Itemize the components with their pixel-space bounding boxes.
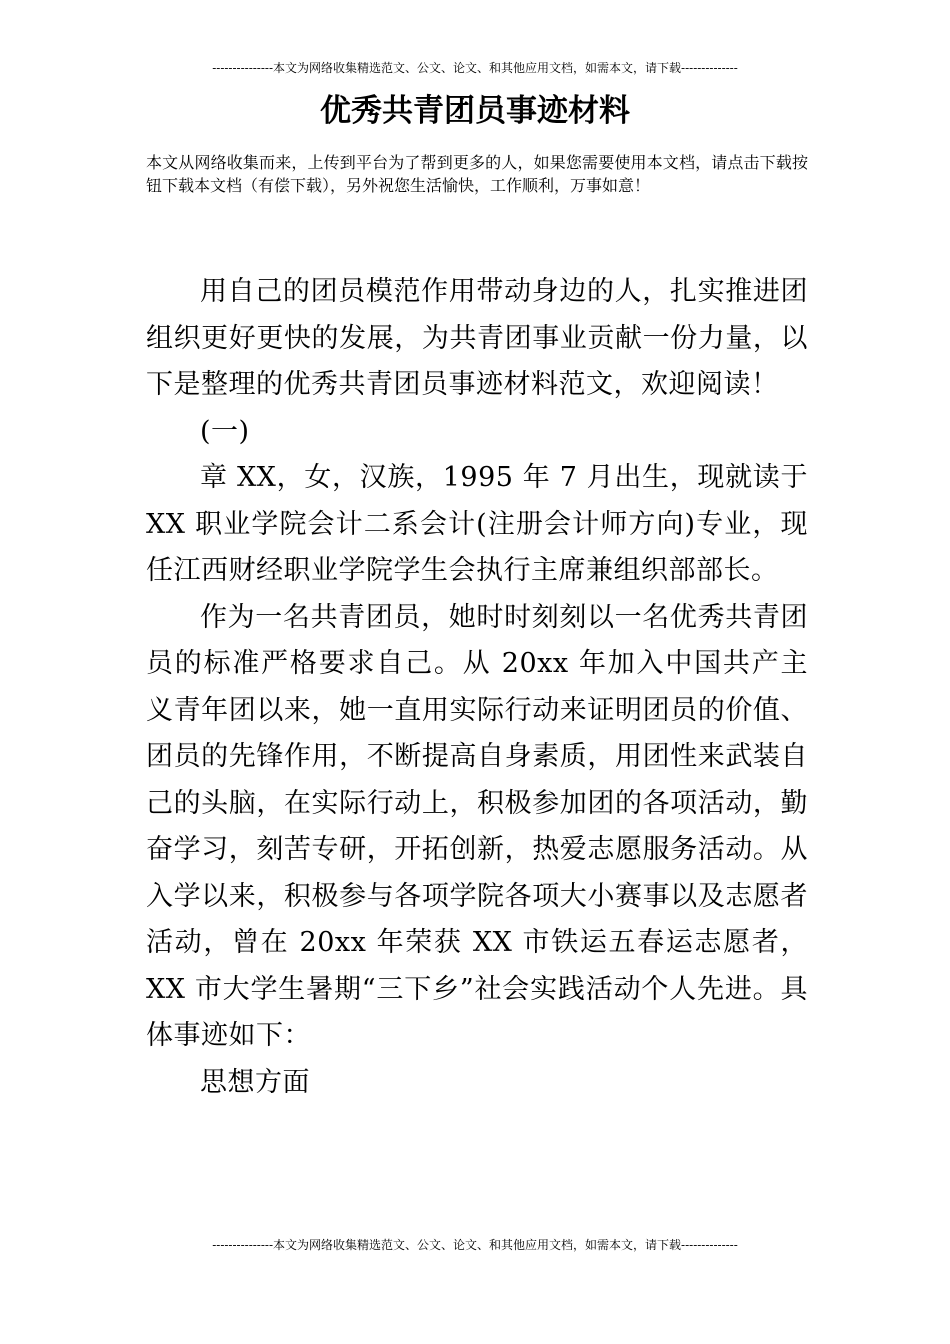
footer-note: ---------------本文为网络收集精选范文、公文、论文、和其他应用文档，如需本文，请下载-------------- — [212, 1238, 738, 1252]
paragraph-profile: 章 XX，女，汉族，1995 年 7 月出生，现就读于 XX 职业学院会计二系会计(注册会计师方向)专业，现任江西财经职业学院学生会执行主席兼组织部部长。 — [146, 462, 808, 586]
section-heading-thought: 思想方面 — [200, 1066, 310, 1098]
intro-note: 本文从网络收集而来，上传到平台为了帮到更多的人，如果您需要使用本文档，请点击下载按钮下载本文档（有偿下载），另外祝您生活愉快，工作顺利，万事如意！ — [146, 153, 808, 195]
paragraph-deeds: 作为一名共青团员，她时时刻刻以一名优秀共青团员的标准严格要求自己。从 20xx 年加入中国共产主义青年团以来，她一直用实际行动来证明团员的价值、团员的先锋作用，不断提高自身素质，用团性来武装自己的头脑，在实际行动上，积极参加团的各项活动，勤奋学习，刻苦专研，开拓创新，热爱志愿服务活动。从入学以来，积极参与各项学院各项大小赛事以及志愿者活动，曾在 20xx 年荣获 XX 市铁运五春运志愿者，XX 市大学生暑期“三下乡”社会实践活动个人先进。具体事迹如下： — [146, 601, 808, 1051]
paragraph-opening: 用自己的团员模范作用带动身边的人，扎实推进团组织更好更快的发展，为共青团事业贡献一份力量，以下是整理的优秀共青团员事迹材料范文，欢迎阅读！ — [146, 276, 808, 400]
document-title: 优秀共青团员事迹材料 — [320, 93, 630, 129]
section-marker: (一) — [200, 415, 250, 447]
header-note: ---------------本文为网络收集精选范文、公文、论文、和其他应用文档，如需本文，请下载-------------- — [212, 61, 738, 75]
document-body — [146, 269, 808, 1106]
